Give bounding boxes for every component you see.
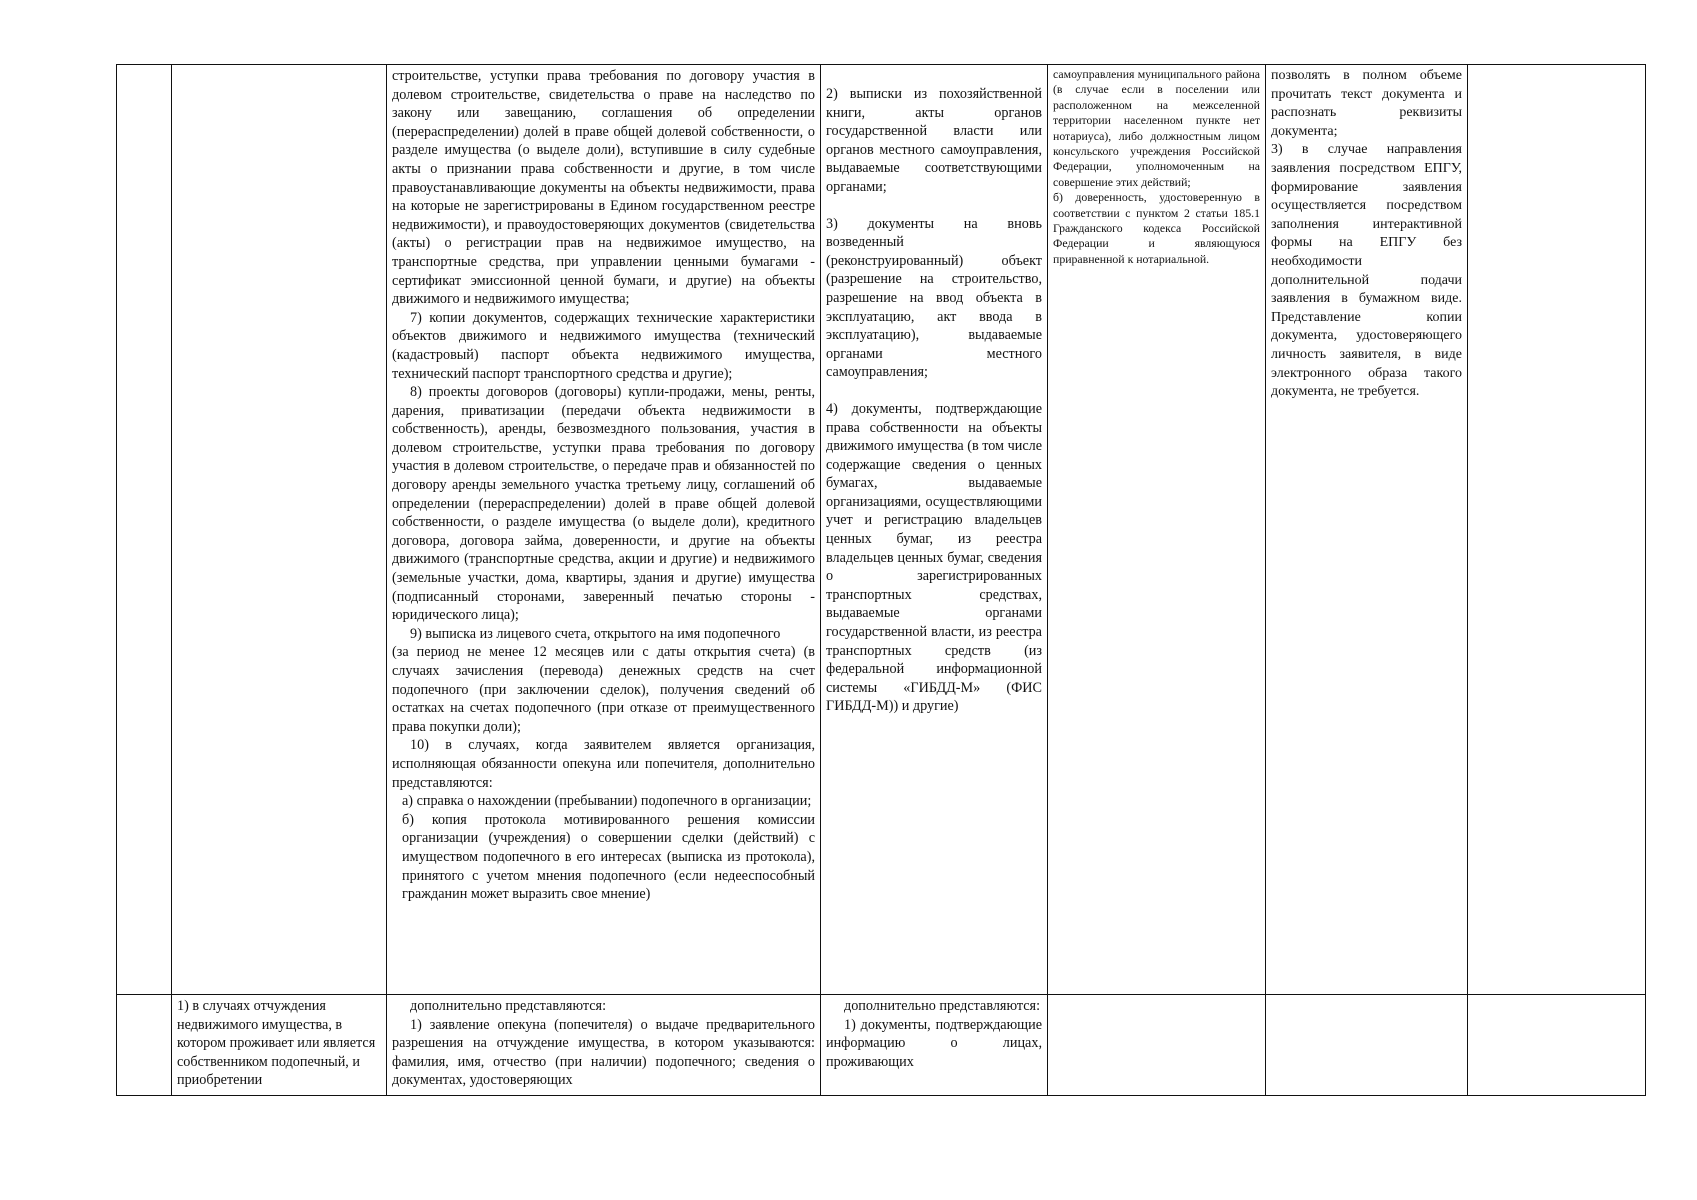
doc-paragraph: 1) документы, подтверждающие информацию о лицах, проживающих	[826, 1016, 1042, 1070]
doc-paragraph: 1) заявление опекуна (попечителя) о выдаче предварительного разрешения на отчуждение имущества, в котором указываются: фамилия, имя, отчество (при наличии) подопечного; сведения о документах, удостоверяющих	[392, 1016, 815, 1089]
doc-paragraph: б) копия протокола мотивированного решения комиссии организации (учреждения) о совершении сделки (действий) с имуществом подопечного в его интересах (выписка из протокола), принятого с учетом мнения подопечного (если недееспособный гражданин может выразить свое мнение)	[402, 811, 815, 903]
table-row	[117, 65, 1646, 995]
doc-paragraph: позволять в полном объеме прочитать текст документа и распознать реквизиты документа;	[1271, 68, 1462, 139]
doc-paragraph: а) справка о нахождении (пребывании) подопечного в организации;	[402, 793, 812, 810]
cell-empty	[1468, 995, 1646, 1096]
doc-paragraph: (за период не менее 12 месяцев или с даты открытия счета) (в случаях зачисления (перевода) денежных средств на счет подопечного (при заключении сделок), получения сведений об остатках на счетах подопечного (при отказе от преимущественного права покупки доли);	[392, 644, 815, 735]
doc-paragraph: 3) документы на вновь возведенный (реконструированный) объект (разрешение на строительство, разрешение на ввод объекта в эксплуатацию, акт ввода в эксплуатацию), выдаваемые органами местного самоуправления;	[826, 215, 1042, 381]
doc-paragraph: строительстве, уступки права требования по договору участия в долевом строительстве, свидетельства о праве на наследство по закону или завещанию, соглашения об определении (перераспределении) долей в праве общей долевой собственности, о разделе имущества (о выделе доли), вступившие в силу судебные акты о признании права собственности и другие, в том числе правоустанавливающие документы на объекты недвижимости, права на которые не зарегистрированы в Едином государственном реестре недвижимости), и правоудостоверяющих документов (свидетельства (акты) о регистрации прав на недвижимое имущество, на транспортные средства, при управлении ценными бумагами - сертификат эмиссионной ценной бумаги, и другие) на объекты движимого и недвижимого имущества;	[392, 68, 815, 308]
doc-paragraph: 8) проекты договоров (договоры) купли-продажи, мены, ренты, дарения, приватизации (передачи объекта недвижимости в собственность), аренды, безвозмездного пользования, участия в долевом строительстве, уступки права требования по договору участия в долевом строительстве, о передаче прав и обязанностей по договору аренды земельного участка третьему лицу, соглашений об определении (перераспределении) долей в праве общей долевой собственности, о разделе имущества (о выделе доли), кредитного договора, договора займа, доверенности, и другие на объекты движимого (транспортные средства, акции и другие) и недвижимого (земельные участки, дома, квартиры, здания и другие) имущества (подписанный сторонами, заверенный печатью стороны - юридического лица);	[392, 384, 815, 624]
cell-documents	[387, 65, 821, 995]
cell-representative	[1048, 995, 1266, 1096]
cell-empty	[1468, 65, 1646, 995]
cell-submission	[1266, 65, 1468, 995]
cell-category	[172, 995, 387, 1096]
cell-number	[117, 995, 172, 1096]
doc-paragraph: 10) в случаях, когда заявителем является организация, исполняющая обязанности опекуна или попечителя, дополнительно представляются:	[392, 737, 815, 791]
cell-submission	[1266, 995, 1468, 1096]
doc-paragraph: 2) выписки из похозяйственной книги, акты органов государственной власти или органов местного самоуправления, выдаваемые соответствующими органами;	[826, 86, 1042, 195]
cell-interagency-documents	[821, 65, 1048, 995]
doc-paragraph: 1) в случаях отчуждения недвижимого имущества, в котором проживает или является собственником подопечный, и приобретении	[177, 998, 376, 1089]
doc-paragraph: б) доверенность, удостоверенную в соответствии с пунктом 2 статьи 185.1 Гражданского кодекса Российской Федерации и являющуюся приравненной к нотариальной.	[1053, 190, 1260, 266]
cell-documents	[387, 995, 821, 1096]
cell-number	[117, 65, 172, 995]
cell-category	[172, 65, 387, 995]
doc-paragraph: 9) выписка из лицевого счета, открытого на имя подопечного	[410, 625, 781, 642]
doc-paragraph: 4) документы, подтверждающие права собственности на объекты движимого имущества (в том числе содержащие сведения о ценных бумагах, выдаваемые организациями, осуществляющими учет и регистрацию владельцев ценных бумаг, из реестра владельцев ценных бумаг, сведения о зарегистрированных транспортных средствах, выдаваемые органами государственной власти, из реестра транспортных средств (из федеральной информационной системы «ГИБДД-М» (ФИС ГИБДД-М)) и другие)	[826, 400, 1042, 715]
table-row	[117, 995, 1646, 1096]
services-table	[116, 64, 1646, 1096]
doc-paragraph: дополнительно представляются:	[844, 998, 1041, 1014]
cell-representative	[1048, 65, 1266, 995]
doc-paragraph: 3) в случае направления заявления посредством ЕПГУ, формирование заявления осуществляется посредством заполнения интерактивной формы на ЕПГУ без необходимости дополнительной подачи заявления в бумажном виде. Представление копии документа, удостоверяющего личность заявителя, в виде электронного образа такого документа, не требуется.	[1271, 142, 1462, 400]
doc-paragraph: самоуправления муниципального района (в случае если в поселении или расположенном на межселенной территории населенном пункте нет нотариуса), либо должностным лицом консульского учреждения Российской Федерации, уполномоченным на совершение этих действий;	[1053, 67, 1260, 189]
cell-interagency-documents	[821, 995, 1048, 1096]
doc-paragraph: дополнительно представляются:	[410, 998, 607, 1014]
doc-paragraph: 7) копии документов, содержащих технические характеристики объектов движимого и недвижимого имущества (технический (кадастровый) паспорт объекта недвижимого имущества, технический паспорт транспортного средства и другие);	[392, 309, 815, 382]
